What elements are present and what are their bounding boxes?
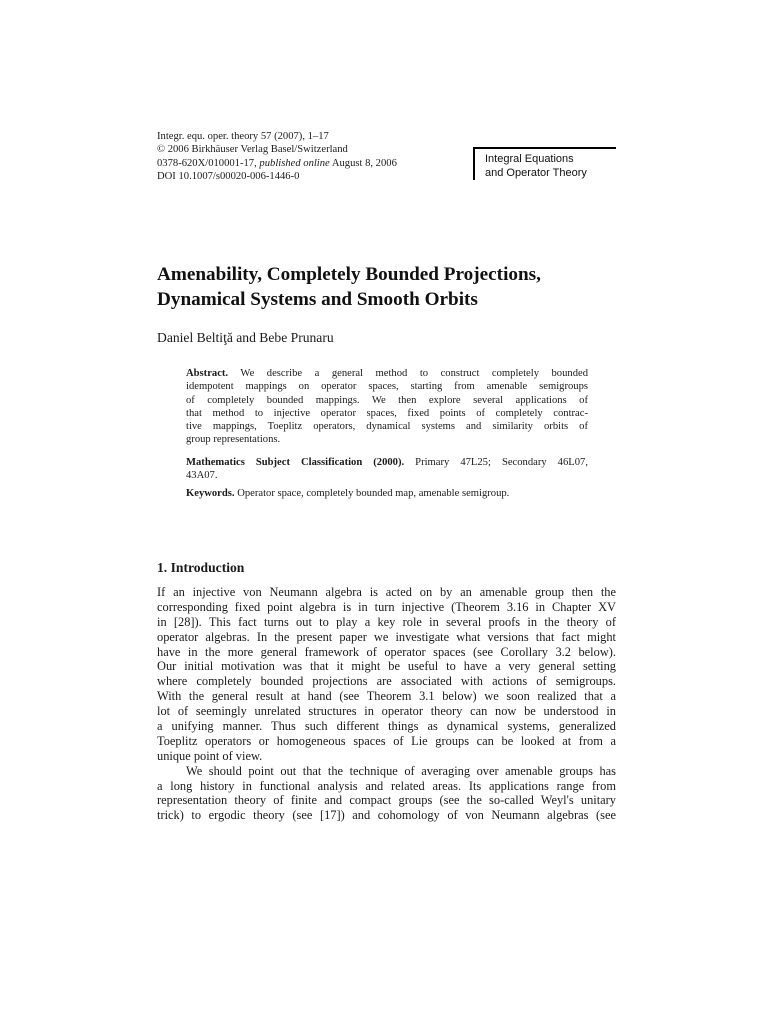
body-line: operator algebras. In the present paper we investigate what versions that fact might [157, 629, 616, 644]
msc-label: Mathematics Subject Classification (2000). [186, 457, 405, 468]
body-line: where completely bounded projections are associated with actions of semigroups. [157, 674, 616, 689]
journal-name-line-1: Integral Equations [485, 153, 574, 165]
title-line: Amenability, Completely Bounded Projections, [157, 264, 541, 285]
abstract-line: of completely bounded mappings. We then explore several applications of [186, 394, 588, 406]
abstract-line: that method to injective operator spaces, fixed points of completely contrac- [186, 407, 588, 419]
abstract-label: Abstract. [186, 368, 229, 379]
body-line: We should point out that the technique of averaging over amenable groups has [186, 763, 616, 778]
body-line: have in the more general framework of operator spaces (see Corollary 3.2 below). [157, 644, 616, 659]
introduction-body [157, 585, 616, 823]
abstract-line: idempotent mappings on operator spaces, starting from amenable semigroups [186, 381, 588, 393]
doi-line: DOI 10.1007/s00020-006-1446-0 [157, 170, 300, 182]
keywords-text: Operator space, completely bounded map, amenable semigroup. [237, 488, 510, 499]
msc-line: Mathematics Subject Classification (2000). Primary 47L25; Secondary 46L07, [186, 457, 588, 468]
body-line: With the general result at hand (see Theorem 3.1 below) we soon realized that a [157, 689, 616, 704]
msc-line: 43A07. [186, 470, 218, 482]
paper-title [157, 262, 627, 312]
body-line: lot of seemingly unrelated structures in operator theory can now be understood in [157, 704, 616, 719]
body-line: representation theory of finite and compact groups (see the so-called Weyl's unitary [157, 793, 616, 808]
issn-line: 0378-620X/010001-17, published online August 8, 2006 [157, 157, 397, 169]
journal-name-line-2: and Operator Theory [485, 167, 587, 179]
section-heading: 1. Introduction [157, 560, 245, 575]
keywords [186, 487, 588, 500]
copyright-line: © 2006 Birkhäuser Verlag Basel/Switzerland [157, 144, 348, 156]
journal-logo-box [473, 147, 616, 180]
abstract-line: tive mappings, Toeplitz operators, dynamical systems and similarity orbits of [186, 421, 588, 433]
body-line: in [28]). This fact turns out to play a key role in several proofs in the theory of [157, 614, 616, 629]
abstract-line: Abstract. We describe a general method to construct completely bounded [186, 368, 588, 379]
body-line: Our initial motivation was that it might be useful to have a very general setting [157, 659, 616, 674]
abstract-line: group representations. [186, 434, 281, 446]
body-line: Toeplitz operators or homogeneous spaces of Lie groups can be looked at from a [157, 733, 616, 748]
subject-classification [186, 456, 588, 483]
authors: Daniel Beltiţă and Bebe Prunaru [157, 330, 334, 345]
citation-header [157, 130, 477, 183]
citation-line: Integr. equ. oper. theory 57 (2007), 1–17 [157, 131, 329, 142]
body-line: a long history in functional analysis and related areas. Its applications range from [157, 778, 616, 793]
body-line: If an injective von Neumann algebra is acted on by an amenable group then the [157, 585, 616, 599]
body-line: corresponding fixed point algebra is in turn injective (Theorem 3.16 in Chapter XV [157, 599, 616, 614]
body-line: trick) to ergodic theory (see [17]) and cohomology of von Neumann algebras (see [157, 808, 616, 823]
title-line: Dynamical Systems and Smooth Orbits [157, 289, 478, 310]
body-line: a unifying manner. Thus such different things as dynamical systems, generalized [157, 719, 616, 734]
body-line: unique point of view. [157, 748, 263, 763]
abstract [186, 367, 588, 447]
keywords-label: Keywords. [186, 488, 235, 499]
